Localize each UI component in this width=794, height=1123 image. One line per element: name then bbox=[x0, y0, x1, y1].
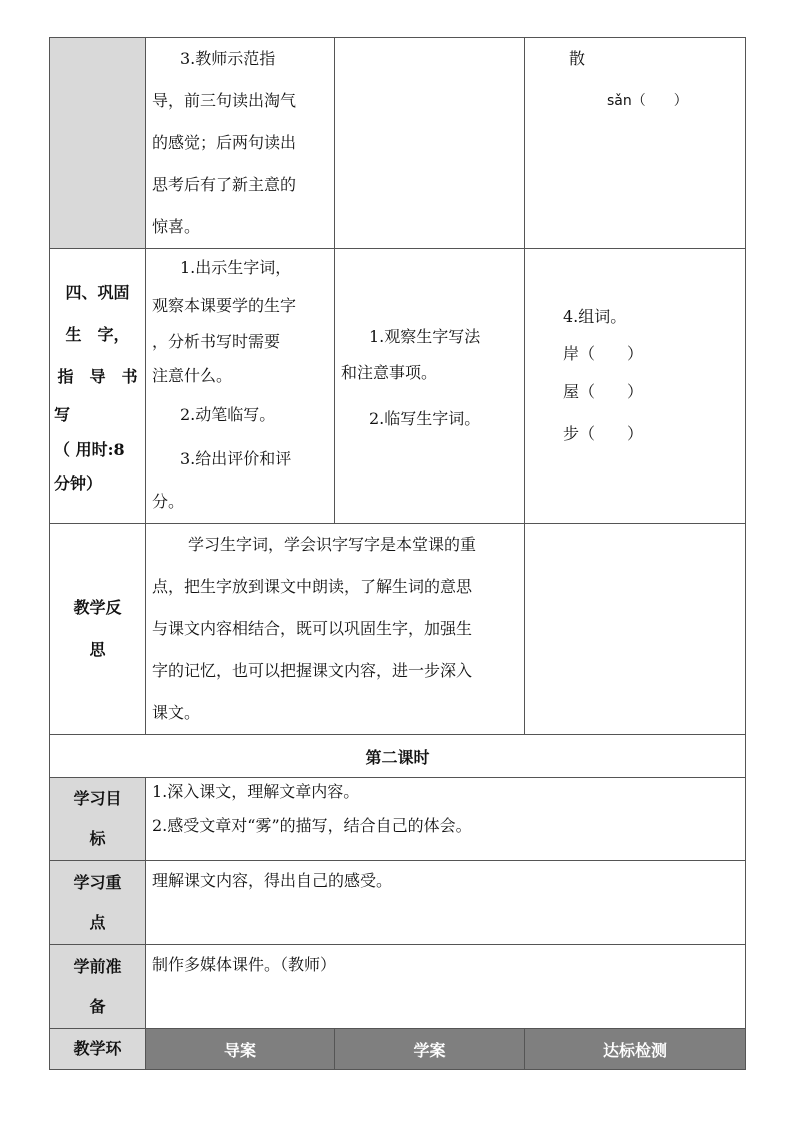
test-char: 散 bbox=[569, 49, 586, 68]
focus-text: 理解课文内容，得出自己的感受。 bbox=[152, 871, 393, 890]
text-line: 岸（ ） bbox=[563, 344, 644, 363]
text-line: 观察本课要学的生字 bbox=[152, 296, 297, 315]
phase-label-cell bbox=[50, 249, 146, 524]
test-cell bbox=[525, 249, 746, 524]
study-cell bbox=[335, 249, 525, 524]
label-line: 分钟） bbox=[54, 474, 103, 493]
table-row bbox=[50, 861, 746, 945]
label-line: 四、巩固 bbox=[65, 283, 130, 302]
section-title: 第二课时 bbox=[50, 735, 746, 778]
text-line: 3.给出评价和评 bbox=[180, 449, 292, 468]
table-row bbox=[50, 249, 746, 524]
table-row bbox=[50, 38, 746, 249]
text-line: 1.观察生字写法 bbox=[369, 327, 481, 346]
text-line: 惊喜。 bbox=[152, 217, 201, 236]
text-line: 注意什么。 bbox=[152, 366, 233, 385]
text-line: 思考后有了新主意的 bbox=[152, 175, 297, 194]
teaching-stage-label: 教学环 bbox=[50, 1029, 146, 1070]
text-line: 和注意事项。 bbox=[341, 363, 438, 382]
text-line: 学习生字词，学会识字写字是本堂课的重 bbox=[188, 535, 477, 554]
prep-cell bbox=[146, 945, 746, 1029]
label-line: 点 bbox=[89, 912, 106, 932]
label-line: 备 bbox=[89, 996, 106, 1016]
label-line: 教学反 bbox=[73, 598, 122, 617]
text-line: 3.教师示范指 bbox=[180, 49, 276, 68]
table-row bbox=[50, 735, 746, 778]
label-line: 标 bbox=[89, 829, 106, 848]
text-line: 的感觉；后两句读出 bbox=[152, 133, 297, 152]
focus-cell bbox=[146, 861, 746, 945]
prep-label-cell bbox=[50, 945, 146, 1029]
column-header: 导案 bbox=[146, 1029, 335, 1070]
text-line: 2.动笔临写。 bbox=[180, 405, 276, 424]
goal-item: 2.感受文章对“雾”的描写，结合自己的体会。 bbox=[152, 816, 472, 835]
label-line: （ 用时:8 bbox=[54, 440, 125, 459]
text-line: 导，前三句读出淘气 bbox=[152, 91, 297, 110]
phase-label-cell bbox=[50, 38, 146, 249]
label-line: 学习目 bbox=[73, 789, 122, 808]
empty-cell bbox=[525, 524, 746, 735]
text-line: 4.组词。 bbox=[563, 307, 627, 326]
study-cell bbox=[335, 38, 525, 249]
guide-cell bbox=[146, 38, 335, 249]
label-line: 写 bbox=[54, 405, 71, 424]
focus-label-cell bbox=[50, 861, 146, 945]
pinyin-blank: sǎn（ ） bbox=[607, 93, 688, 109]
table-row bbox=[50, 945, 746, 1029]
text-line: 课文。 bbox=[152, 703, 201, 722]
table-row bbox=[50, 1029, 746, 1070]
label-line: 学前准 bbox=[73, 956, 122, 976]
prep-text: 制作多媒体课件。（教师） bbox=[152, 955, 337, 974]
label-line: 指 导 书 bbox=[57, 367, 138, 386]
text-line: 点，把生字放到课文中朗读，了解生词的意思 bbox=[152, 577, 473, 596]
lesson-plan-table bbox=[49, 37, 746, 1070]
text-line: 与课文内容相结合，既可以巩固生字，加强生 bbox=[152, 619, 473, 638]
test-cell bbox=[525, 38, 746, 249]
reflection-cell bbox=[146, 524, 525, 735]
column-header: 达标检测 bbox=[525, 1029, 746, 1070]
goals-label-cell bbox=[50, 778, 146, 861]
column-header: 学案 bbox=[335, 1029, 525, 1070]
text-line: 分。 bbox=[152, 492, 185, 511]
lesson-plan-page bbox=[49, 37, 745, 1070]
text-line: 步（ ） bbox=[563, 424, 644, 443]
goals-cell bbox=[146, 778, 746, 861]
goal-item: 1.深入课文，理解文章内容。 bbox=[152, 782, 360, 801]
label-line: 思 bbox=[89, 640, 106, 659]
guide-cell bbox=[146, 249, 335, 524]
phase-label-cell bbox=[50, 524, 146, 735]
text-line: 1.出示生字词， bbox=[180, 258, 292, 277]
label-line: 学习重 bbox=[73, 872, 122, 892]
text-line: 字的记忆，也可以把握课文内容，进一步深入 bbox=[152, 661, 473, 680]
text-line: 2.临写生字词。 bbox=[369, 409, 481, 428]
text-line: 屋（ ） bbox=[563, 382, 644, 401]
table-row bbox=[50, 524, 746, 735]
label-line: 生 字， bbox=[65, 325, 130, 344]
table-row bbox=[50, 778, 746, 861]
text-line: ，分析书写时需要 bbox=[152, 332, 281, 351]
